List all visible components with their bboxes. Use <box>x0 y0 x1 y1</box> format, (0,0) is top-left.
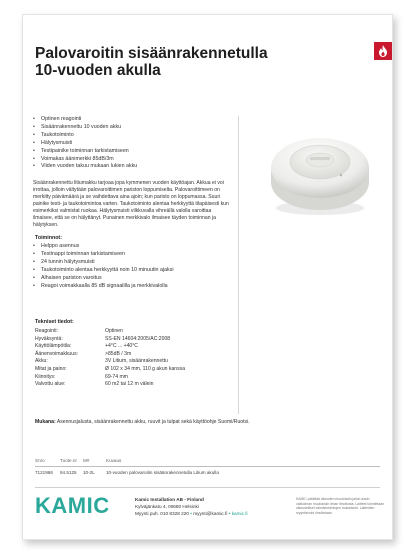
spec-key: Valvottu alue: <box>35 381 66 388</box>
column-divider <box>238 116 239 414</box>
list-item: • Hälytysmuisti <box>33 140 137 148</box>
spec-value: SS-EN 14604:2005/AC:2008 <box>105 335 171 342</box>
sales-phone: Myynti puh. 010 8328 220 <box>135 511 189 516</box>
spec-value: 69-74 mm <box>105 373 128 380</box>
spec-row <box>35 374 185 382</box>
web-link[interactable]: kamic.fi <box>231 511 248 516</box>
product-sheet <box>22 14 393 540</box>
included-note <box>35 419 285 426</box>
functions-heading: Toiminnot: <box>35 235 62 241</box>
product-description: Sisäänrakennettu litiumakku tarjoaa jopa kymmenen vuoden käyttöajan. Akkua ei voi irrottaa, jolloin vältytään palovaroittimen pariston loppumiselta. Palovaroittimeen on merkitty päivämäärä ja se vaihdettava aina ajoin; kun paristo on loppumassa. Suuri painike testi- ja taukotoimintoa varten. Taukotoiminto alentaa herkkyyttä tilapäisesti kun esimerkiksi valmistat ruokaa. Hälytysmuisti vilkkuvalla vihreällä valolla varoittaa ilmaisee, että se on hälyttänyt. Punainen merkkivalo ilmaisee täyden toiminnan ja hälytyksen. <box>33 180 229 228</box>
spec-key: Äänenvoimakkuus: <box>35 350 79 357</box>
feature-list <box>33 116 137 171</box>
spec-key: Käyttölämpötila: <box>35 343 72 350</box>
spec-row <box>35 336 185 344</box>
company-address <box>135 496 248 517</box>
table-header <box>35 455 380 467</box>
spec-key: Reagointi: <box>35 328 58 334</box>
category-badge <box>374 42 392 60</box>
specs-table <box>35 328 185 389</box>
table-cell: 10-vuoden palovaroitin sisäänrakennetulla Litium akulla <box>106 470 219 475</box>
spec-key: Hyväksyntä: <box>35 335 63 342</box>
spec-row <box>35 328 185 336</box>
spec-row <box>35 358 185 366</box>
list-item: • Testinappi toiminnan tarkistamiseen <box>33 251 174 259</box>
spec-key: Kiinnitys: <box>35 373 56 380</box>
functions-list <box>33 243 174 290</box>
spec-row <box>35 366 185 374</box>
list-item: • Viiden vuoden takuu mukaan lukien akku <box>33 163 137 171</box>
spec-value: >85dB / 3m <box>105 350 132 357</box>
spec-value: 60 m2 tai 12 m välein <box>105 381 154 388</box>
product-title: Palovaroitin sisäänrakennetulla 10-vuoden akulla <box>35 45 268 79</box>
spec-value: Ø 102 x 34 mm, 110 g akun kanssa <box>105 365 186 372</box>
table-header-cell: M# <box>83 458 90 463</box>
product-table <box>35 455 380 478</box>
smoke-detector-image <box>265 124 375 225</box>
list-item: • Helppo asennus <box>33 243 174 251</box>
flame-icon <box>378 45 388 57</box>
kamic-logo <box>35 495 110 517</box>
email-link[interactable]: myynti@kamic.fi <box>193 511 228 516</box>
spec-row <box>35 381 185 389</box>
spec-key: Mitat ja paino: <box>35 365 67 372</box>
list-item: • Alhaisen pariston varoitus <box>33 275 174 283</box>
note-text: Asennusjalusta, sisäänrakennettu akku, ruuvit ja tulpat sekä käyttöohje Suomi/Ruotsi. <box>56 419 250 425</box>
note-label: Mukana: <box>35 419 56 425</box>
table-row <box>35 467 380 478</box>
spec-value: Optinen <box>105 328 123 334</box>
footer-divider <box>35 487 380 488</box>
list-item: • 24 tunnin hälytysmuisti <box>33 259 174 267</box>
list-item: • Testipainike toiminnan tarkistamiseen <box>33 148 137 156</box>
spec-row <box>35 351 185 359</box>
specs-heading: Tekniset tiedot: <box>35 319 74 325</box>
logo-text: KAMIC <box>35 493 110 518</box>
list-item: • Reagoi voimakkaalla 85 dB signaalilla ja merkkivalolla <box>33 283 174 291</box>
table-cell: 7121966 <box>35 470 53 475</box>
spec-key: Akku: <box>35 358 48 365</box>
company-name: Kamic Installation AB - Finland <box>135 497 204 502</box>
list-item: • Sisäänrakennettu 10 vuoden akku <box>33 124 137 132</box>
contact-line: Myynti puh. 010 8328 220 • myynti@kamic.fi • kamic.fi <box>135 511 248 516</box>
disclaimer-text: KAMIC pidättää oikeuden muutoksiin ja/tai uusiin valikoiman muutoksiin ilman ilmoitusta. Laitteet toimitetaan oikeudelliset valmistusehtojen mukaisesti. Laitteiden myyntiehdot ilmoitetaan. <box>296 497 385 515</box>
table-header-cell: Kuvaus <box>106 458 122 463</box>
list-item: • Taukotoiminto alentaa herkkyyttä noin 10 minuutin ajaksi <box>33 267 174 275</box>
list-item: • Taukotoiminto <box>33 132 137 140</box>
table-header-cell: Snro <box>35 458 45 463</box>
table-header-cell: Tuote.nr <box>60 458 77 463</box>
spec-value: 3V Litium, sisäänrakennettu <box>105 358 168 365</box>
table-cell: 10-2L <box>83 470 95 475</box>
spec-row <box>35 343 185 351</box>
street-address: Kylväjänkatu 4, 00680 Helsinki <box>135 504 199 509</box>
list-item: • Voimakas äänimerkki 85dB/3m <box>33 156 137 164</box>
list-item: • Optinen reagointi <box>33 116 137 124</box>
table-cell: 94.5125 <box>60 470 77 475</box>
spec-value: +4°C ... +40°C <box>105 343 138 350</box>
